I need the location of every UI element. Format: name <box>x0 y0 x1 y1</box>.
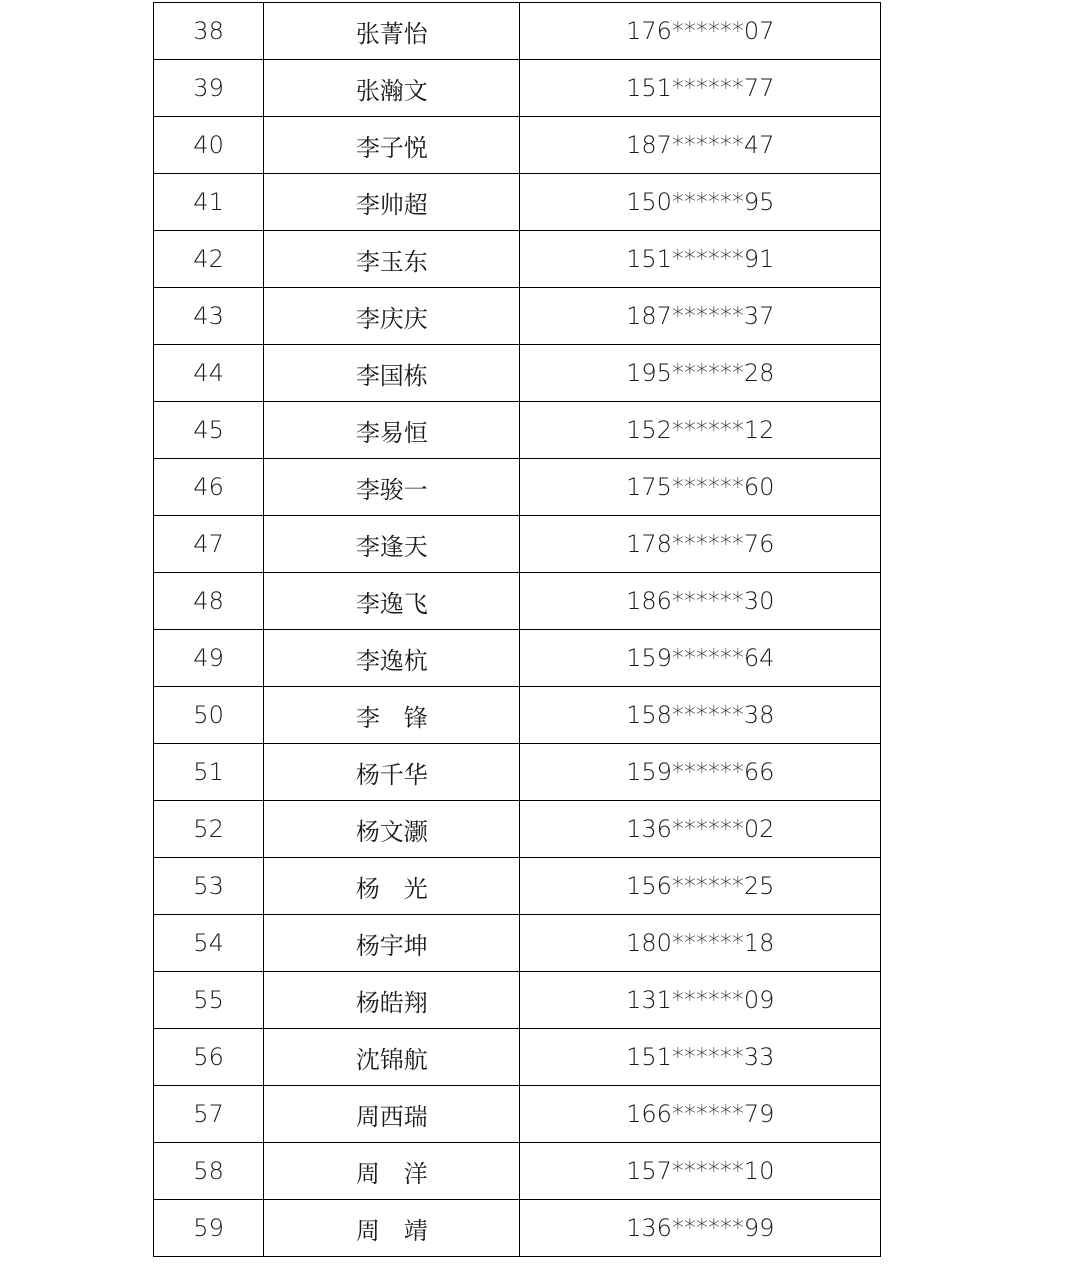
person-name: 李子悦 <box>264 117 520 174</box>
masked-phone: 152******12 <box>520 402 881 459</box>
table-row <box>154 3 881 60</box>
table-row <box>154 573 881 630</box>
masked-phone: 157******10 <box>520 1143 881 1200</box>
table-row <box>154 1086 881 1143</box>
table-row <box>154 459 881 516</box>
row-number: 45 <box>154 402 264 459</box>
table-row <box>154 516 881 573</box>
masked-phone: 151******77 <box>520 60 881 117</box>
row-number: 51 <box>154 744 264 801</box>
masked-phone: 187******47 <box>520 117 881 174</box>
masked-phone: 195******28 <box>520 345 881 402</box>
person-name: 张菁怡 <box>264 3 520 60</box>
person-name: 杨宇坤 <box>264 915 520 972</box>
masked-phone: 150******95 <box>520 174 881 231</box>
person-name: 李易恒 <box>264 402 520 459</box>
person-name: 周 洋 <box>264 1143 520 1200</box>
person-name: 杨皓翔 <box>264 972 520 1029</box>
row-number: 55 <box>154 972 264 1029</box>
person-name: 李庆庆 <box>264 288 520 345</box>
row-number: 46 <box>154 459 264 516</box>
row-number: 47 <box>154 516 264 573</box>
table-row <box>154 630 881 687</box>
masked-phone: 158******38 <box>520 687 881 744</box>
row-number: 48 <box>154 573 264 630</box>
row-number: 42 <box>154 231 264 288</box>
person-name: 李逸飞 <box>264 573 520 630</box>
person-name: 杨 光 <box>264 858 520 915</box>
table-row <box>154 801 881 858</box>
person-name: 沈锦航 <box>264 1029 520 1086</box>
row-number: 43 <box>154 288 264 345</box>
row-number: 52 <box>154 801 264 858</box>
row-number: 38 <box>154 3 264 60</box>
person-name: 李玉东 <box>264 231 520 288</box>
table-row <box>154 1029 881 1086</box>
table-row <box>154 972 881 1029</box>
person-name: 周西瑞 <box>264 1086 520 1143</box>
table-row <box>154 1200 881 1257</box>
table-row <box>154 117 881 174</box>
row-number: 39 <box>154 60 264 117</box>
person-name: 李骏一 <box>264 459 520 516</box>
person-name: 李帅超 <box>264 174 520 231</box>
person-name: 李逸杭 <box>264 630 520 687</box>
person-name: 李国栋 <box>264 345 520 402</box>
table-row <box>154 345 881 402</box>
masked-phone: 131******09 <box>520 972 881 1029</box>
masked-phone: 175******60 <box>520 459 881 516</box>
masked-phone: 178******76 <box>520 516 881 573</box>
row-number: 49 <box>154 630 264 687</box>
masked-phone: 180******18 <box>520 915 881 972</box>
table-row <box>154 231 881 288</box>
table-row <box>154 744 881 801</box>
person-name: 杨千华 <box>264 744 520 801</box>
table-row <box>154 174 881 231</box>
row-number: 44 <box>154 345 264 402</box>
person-name: 张瀚文 <box>264 60 520 117</box>
table-row <box>154 60 881 117</box>
masked-phone: 136******02 <box>520 801 881 858</box>
person-name: 杨文灏 <box>264 801 520 858</box>
row-number: 40 <box>154 117 264 174</box>
masked-phone: 176******07 <box>520 3 881 60</box>
masked-phone: 166******79 <box>520 1086 881 1143</box>
table-row <box>154 288 881 345</box>
row-number: 41 <box>154 174 264 231</box>
row-number: 59 <box>154 1200 264 1257</box>
row-number: 57 <box>154 1086 264 1143</box>
table-row <box>154 687 881 744</box>
masked-phone: 159******64 <box>520 630 881 687</box>
person-name: 李逢天 <box>264 516 520 573</box>
masked-phone: 151******33 <box>520 1029 881 1086</box>
row-number: 58 <box>154 1143 264 1200</box>
row-number: 53 <box>154 858 264 915</box>
masked-phone: 187******37 <box>520 288 881 345</box>
person-name: 周 靖 <box>264 1200 520 1257</box>
table-row <box>154 858 881 915</box>
masked-phone: 136******99 <box>520 1200 881 1257</box>
row-number: 56 <box>154 1029 264 1086</box>
table-row <box>154 1143 881 1200</box>
masked-phone: 186******30 <box>520 573 881 630</box>
row-number: 54 <box>154 915 264 972</box>
table-row <box>154 915 881 972</box>
person-name: 李 锋 <box>264 687 520 744</box>
table-row <box>154 402 881 459</box>
roster-table <box>153 2 881 1257</box>
masked-phone: 156******25 <box>520 858 881 915</box>
roster-table-body <box>154 3 881 1257</box>
masked-phone: 151******91 <box>520 231 881 288</box>
masked-phone: 159******66 <box>520 744 881 801</box>
row-number: 50 <box>154 687 264 744</box>
